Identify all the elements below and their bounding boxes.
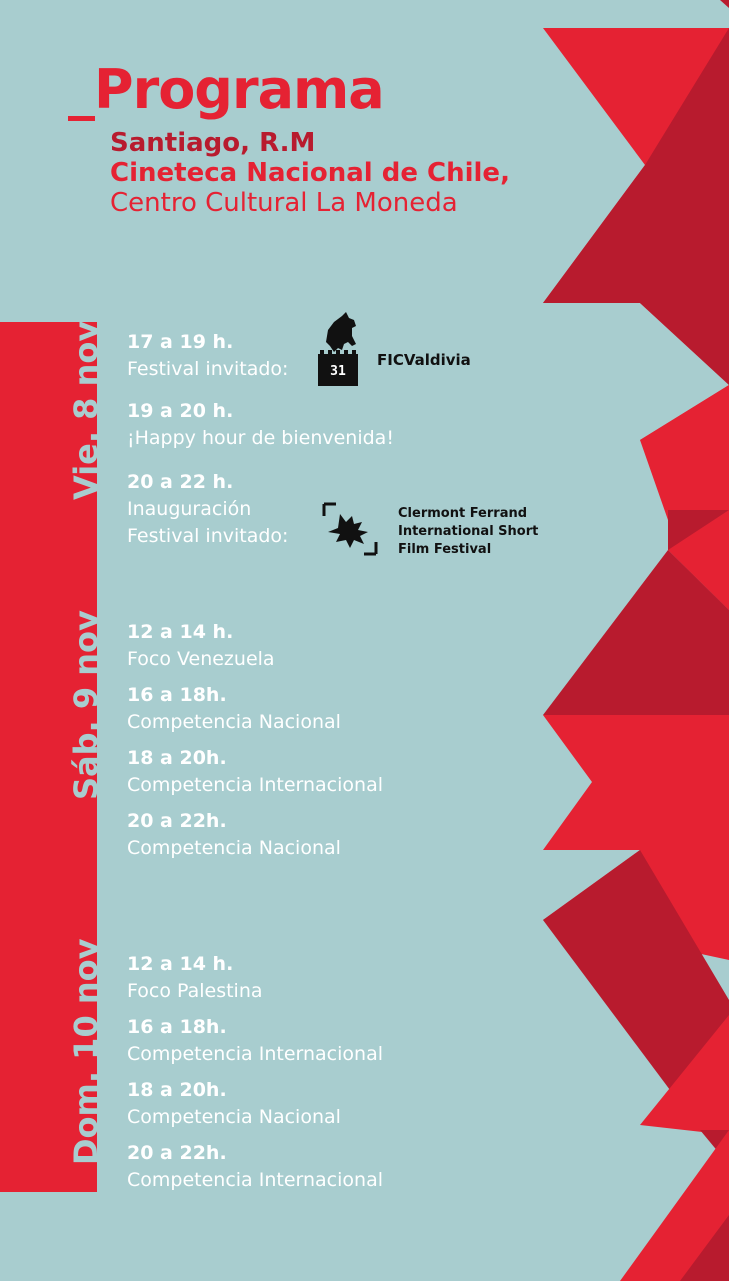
- bg-chevron: [543, 715, 729, 850]
- event-desc: Competencia Nacional: [127, 1106, 341, 1128]
- event-item: [127, 329, 288, 383]
- bg-corner: [720, 0, 729, 8]
- event-item: [127, 951, 263, 1005]
- event-time: 16 a 18h.: [127, 1016, 227, 1038]
- venue-block: [110, 128, 510, 218]
- event-desc-secondary: Festival invitado:: [127, 525, 289, 547]
- venue-primary: Cineteca Nacional de Chile,: [110, 158, 510, 188]
- clermont-ferrand-logo: [322, 502, 378, 556]
- event-desc: Competencia Internacional: [127, 774, 383, 796]
- ficvaldivia-logo: [316, 312, 360, 390]
- event-desc: Inauguración: [127, 498, 252, 520]
- event-item: [127, 682, 341, 736]
- event-item: [127, 1140, 383, 1194]
- event-desc: Competencia Nacional: [127, 837, 341, 859]
- ficvaldivia-label: FICValdivia: [377, 351, 471, 369]
- venue-secondary: Centro Cultural La Moneda: [110, 188, 458, 218]
- event-time: 18 a 20h.: [127, 747, 227, 769]
- event-desc: Foco Palestina: [127, 980, 263, 1002]
- city-label: Santiago, R.M: [110, 128, 316, 158]
- event-time: 16 a 18h.: [127, 684, 227, 706]
- event-desc: Festival invitado:: [127, 358, 289, 380]
- event-desc: Competencia Nacional: [127, 711, 341, 733]
- event-time: 18 a 20h.: [127, 1079, 227, 1101]
- event-time: 19 a 20 h.: [127, 400, 234, 422]
- day-label-saturday: Sáb. 9 nov: [67, 610, 105, 800]
- event-time: 17 a 19 h.: [127, 331, 234, 353]
- event-desc: Foco Venezuela: [127, 648, 275, 670]
- cf-line: Clermont Ferrand: [398, 506, 528, 521]
- clermont-ferrand-label: [398, 505, 538, 559]
- fic-badge-number: 31: [330, 364, 346, 379]
- day-label-sunday: Dom. 10 nov: [67, 938, 105, 1165]
- bg-chevron-dark: [640, 303, 729, 385]
- event-item: [127, 1077, 341, 1131]
- event-time: 12 a 14 h.: [127, 953, 234, 975]
- event-time: 12 a 14 h.: [127, 621, 234, 643]
- event-item: [127, 745, 383, 799]
- page-title: _Programa: [68, 58, 384, 121]
- event-item: [127, 619, 275, 673]
- cf-line: Film Festival: [398, 542, 492, 557]
- day-label-friday: Vie. 8 nov: [67, 320, 105, 500]
- event-time: 20 a 22 h.: [127, 471, 234, 493]
- event-time: 20 a 22h.: [127, 810, 227, 832]
- event-item: [127, 469, 288, 550]
- event-item: [127, 398, 394, 452]
- event-desc: Competencia Internacional: [127, 1169, 383, 1191]
- cf-line: International Short: [398, 524, 539, 539]
- event-item: [127, 1014, 383, 1068]
- event-time: 20 a 22h.: [127, 1142, 227, 1164]
- event-desc: ¡Happy hour de bienvenida!: [127, 427, 394, 449]
- event-item: [127, 808, 341, 862]
- event-desc: Competencia Internacional: [127, 1043, 383, 1065]
